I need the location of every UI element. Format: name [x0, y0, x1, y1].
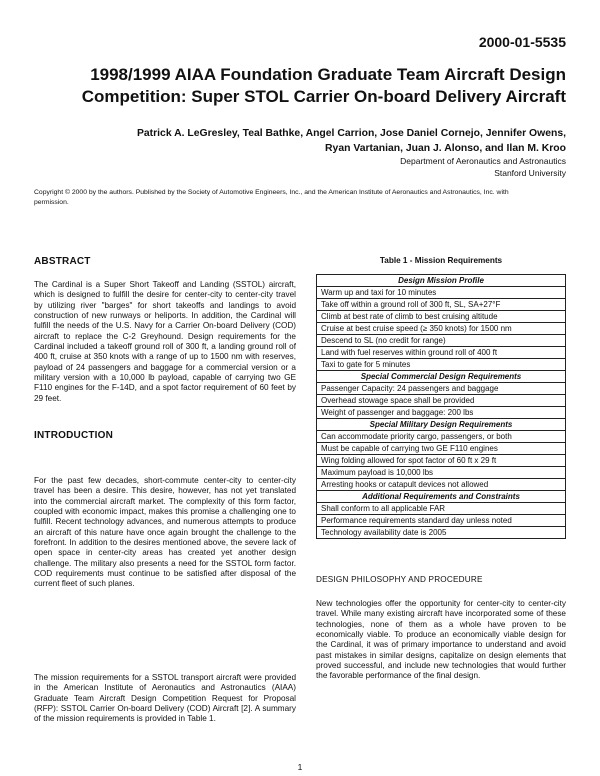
university: Stanford University: [494, 168, 566, 178]
design-philosophy-heading: DESIGN PHILOSOPHY AND PROCEDURE: [316, 575, 483, 584]
author-line: Ryan Vartanian, Juan J. Alonso, and Ilan M. Kroo: [325, 143, 566, 154]
table-section-header: Design Mission Profile: [317, 275, 566, 287]
table-row: Technology availability date is 2005: [317, 527, 566, 539]
title-line: 1998/1999 AIAA Foundation Graduate Team Aircraft Design: [90, 65, 566, 84]
table-row: Arresting hooks or catapult devices not allowed: [317, 479, 566, 491]
title-line: Competition: Super STOL Carrier On-board Delivery Aircraft: [81, 87, 566, 106]
table-row: Overhead stowage space shall be provided: [317, 395, 566, 407]
table-row: Cruise at best cruise speed (≥ 350 knots) for 1500 nm: [317, 323, 566, 335]
introduction-heading: INTRODUCTION: [34, 430, 114, 441]
introduction-paragraph: For the past few decades, short-commute center-city to center-city travel has been a desire. This desire, however, has not yet translated into the commercial aircraft market. The complexity of this form factor, coupled with economic impact, makes this promise a challenging one to fulfill. Recent technology advances, and numerous attempts to produce an aircraft of this nature have once again brought the challenge to the forefront. In addition to the desires mentioned above, the severe lack of open space in center-city areas has created yet another design challenge. The military also presents a need for the SSTOL form factor. COD requirements must continue to be satisfied after disposal of the current fleet of such planes.: [34, 476, 296, 589]
author-line: Patrick A. LeGresley, Teal Bathke, Angel Carrion, Jose Daniel Cornejo, Jennifer Owens,: [136, 128, 566, 139]
table-row: Wing folding allowed for spot factor of 60 ft x 29 ft: [317, 455, 566, 467]
table-row: Climb at best rate of climb to best cruising altitude: [317, 311, 566, 323]
table-caption: Table 1 - Mission Requirements: [379, 256, 503, 265]
author-list: [26, 126, 566, 156]
mission-requirements-table: [316, 274, 566, 539]
affiliation: [400, 155, 566, 179]
abstract-heading: ABSTRACT: [34, 256, 91, 267]
department: Department of Aeronautics and Astronautics: [400, 156, 566, 166]
table-row: Taxi to gate for 5 minutes: [317, 359, 566, 371]
table-row: Warm up and taxi for 10 minutes: [317, 287, 566, 299]
table-row: Descend to SL (no credit for range): [317, 335, 566, 347]
paper-title: [26, 64, 566, 108]
table-row: Weight of passenger and baggage: 200 lbs: [317, 407, 566, 419]
table-row: Performance requirements standard day unless noted: [317, 515, 566, 527]
design-philosophy-text: New technologies offer the opportunity for center-city to center-city travel. While many existing aircraft have incorporated some of these technologies, none of them as a whole have proven to be economically viable. To produce an economically viable design for the Cardinal, it was of primary importance to understand and avoid past mistakes in similar designs, capitalize on design elements that proved successful, and include new technologies that would further the favorable performance of the final design.: [316, 599, 566, 681]
introduction-paragraph: The mission requirements for a SSTOL transport aircraft were provided in the American Institute of Aeronautics and Astronautics (AIAA) Graduate Team Aircraft Design Competition Request for Proposal (RFP): SSTOL Carrier On-board Delivery (COD) Aircraft [2]. A summary of the mission requirements is provided in Table 1.: [34, 673, 296, 724]
abstract-text: The Cardinal is a Super Short Takeoff and Landing (SSTOL) aircraft, which is designed to fulfill the desire for center-city to center-city travel by utilizing river "barges" for short takeoffs and landings to avoid construction of new runways or heliports. In addition, the Cardinal will fulfill the needs of the U.S. Navy for a Carrier On-board Delivery (COD) aircraft to replace the C-2 Greyhound. Design requirements for the Cardinal included a takeoff ground roll of 300 ft, a landing ground roll of 400 ft, cruise at 350 knots with a range of up to 1500 nm with reserves, payload of 24 passengers and baggage for a commercial version or a military version with a 10,000 lb payload, capable of carrying two GE F110 engines for the F-14D, and a spot factor requirement of 60 feet by 29 feet.: [34, 280, 296, 403]
table-row: Shall conform to all applicable FAR: [317, 503, 566, 515]
table-section-header: Special Commercial Design Requirements: [317, 371, 566, 383]
table-row: Can accommodate priority cargo, passengers, or both: [317, 431, 566, 443]
table-row: Take off within a ground roll of 300 ft, SL, SA+27°F: [317, 299, 566, 311]
table-row: Land with fuel reserves within ground roll of 400 ft: [317, 347, 566, 359]
table-row: Must be capable of carrying two GE F110 engines: [317, 443, 566, 455]
table-section-header: Special Military Design Requirements: [317, 419, 566, 431]
table-row: Passenger Capacity: 24 passengers and baggage: [317, 383, 566, 395]
page-number: 1: [297, 762, 303, 772]
copyright-notice: Copyright © 2000 by the authors. Published by the Society of Automotive Engineers, Inc., and the American Institute of Aeronautics and Astronautics, Inc. with permission.: [34, 189, 509, 206]
table-section-header: Additional Requirements and Constraints: [317, 491, 566, 503]
table-row: Maximum payload is 10,000 lbs: [317, 467, 566, 479]
paper-number: 2000-01-5535: [478, 34, 566, 50]
